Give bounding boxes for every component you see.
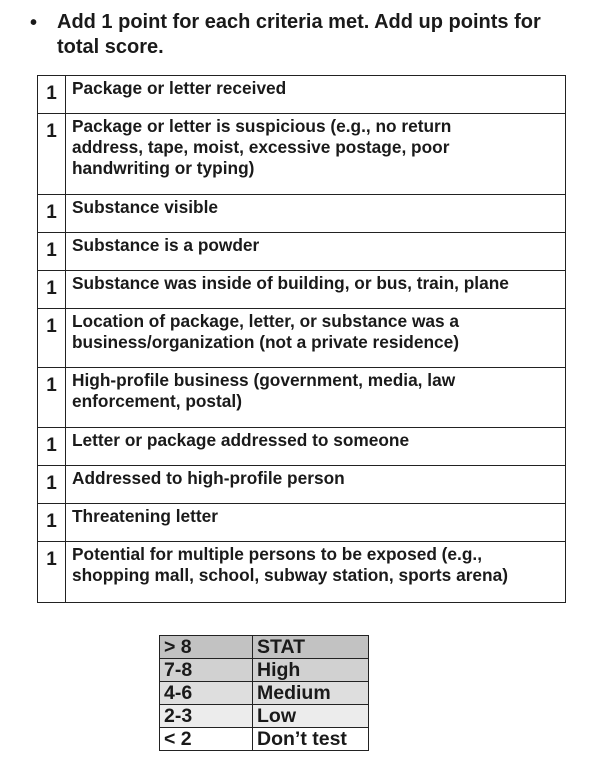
instruction-line: Add 1 point for each criteria met. Add up points for (57, 11, 541, 33)
criteria-points: 1 (38, 271, 66, 309)
criteria-description (66, 309, 566, 368)
criteria-points: 1 (38, 309, 66, 368)
instruction (30, 10, 590, 60)
criteria-description (66, 368, 566, 428)
criteria-text: address, tape, moist, excessive postage, poor (72, 137, 450, 157)
criteria-row (38, 542, 566, 603)
bullet-marker: • (30, 12, 38, 34)
criteria-text: Potential for multiple persons to be exposed (e.g., (72, 544, 483, 564)
criteria-text: business/organization (not a private residence) (72, 332, 459, 352)
score-row (160, 659, 369, 682)
score-row (160, 705, 369, 728)
criteria-table (37, 75, 566, 603)
criteria-points: 1 (38, 233, 66, 271)
criteria-description (66, 504, 566, 542)
score-row (160, 682, 369, 705)
criteria-description (66, 114, 566, 195)
instruction-line: total score. (57, 36, 164, 58)
score-range: 2-3 (160, 705, 253, 728)
criteria-description (66, 542, 566, 603)
criteria-text: Letter or package addressed to someone (72, 430, 410, 450)
criteria-points: 1 (38, 504, 66, 542)
criteria-text: enforcement, postal) (72, 391, 242, 411)
criteria-text: High-profile business (government, media, law (72, 370, 456, 390)
criteria-row (38, 368, 566, 428)
criteria-points: 1 (38, 428, 66, 466)
criteria-text: Addressed to high-profile person (72, 468, 345, 488)
score-level: STAT (253, 636, 369, 659)
criteria-description (66, 76, 566, 114)
criteria-row (38, 233, 566, 271)
criteria-text: handwriting or typing) (72, 158, 255, 178)
criteria-text: Threatening letter (72, 506, 218, 526)
criteria-text: Substance is a powder (72, 235, 260, 255)
criteria-points: 1 (38, 76, 66, 114)
criteria-description (66, 271, 566, 309)
score-table (159, 635, 369, 751)
score-range: 7-8 (160, 659, 253, 682)
instruction-text (57, 10, 541, 60)
score-level: Don’t test (253, 728, 369, 751)
criteria-row (38, 309, 566, 368)
criteria-points: 1 (38, 466, 66, 504)
score-level: Low (253, 705, 369, 728)
criteria-description (66, 233, 566, 271)
criteria-text: Location of package, letter, or substance was a (72, 311, 460, 331)
criteria-text: Substance visible (72, 197, 218, 217)
score-range: < 2 (160, 728, 253, 751)
criteria-points: 1 (38, 542, 66, 603)
score-level: Medium (253, 682, 369, 705)
score-row (160, 636, 369, 659)
criteria-row (38, 76, 566, 114)
criteria-text: Package or letter is suspicious (e.g., no return (72, 116, 452, 136)
score-range: > 8 (160, 636, 253, 659)
score-row (160, 728, 369, 751)
score-level: High (253, 659, 369, 682)
criteria-text: shopping mall, school, subway station, sports arena) (72, 565, 508, 585)
criteria-row (38, 195, 566, 233)
criteria-points: 1 (38, 368, 66, 428)
criteria-row (38, 466, 566, 504)
criteria-description (66, 195, 566, 233)
criteria-text: Substance was inside of building, or bus, train, plane (72, 273, 509, 293)
criteria-row (38, 114, 566, 195)
criteria-text: Package or letter received (72, 78, 287, 98)
criteria-points: 1 (38, 195, 66, 233)
criteria-row (38, 428, 566, 466)
criteria-row (38, 504, 566, 542)
score-range: 4-6 (160, 682, 253, 705)
criteria-description (66, 428, 566, 466)
criteria-points: 1 (38, 114, 66, 195)
criteria-description (66, 466, 566, 504)
criteria-row (38, 271, 566, 309)
